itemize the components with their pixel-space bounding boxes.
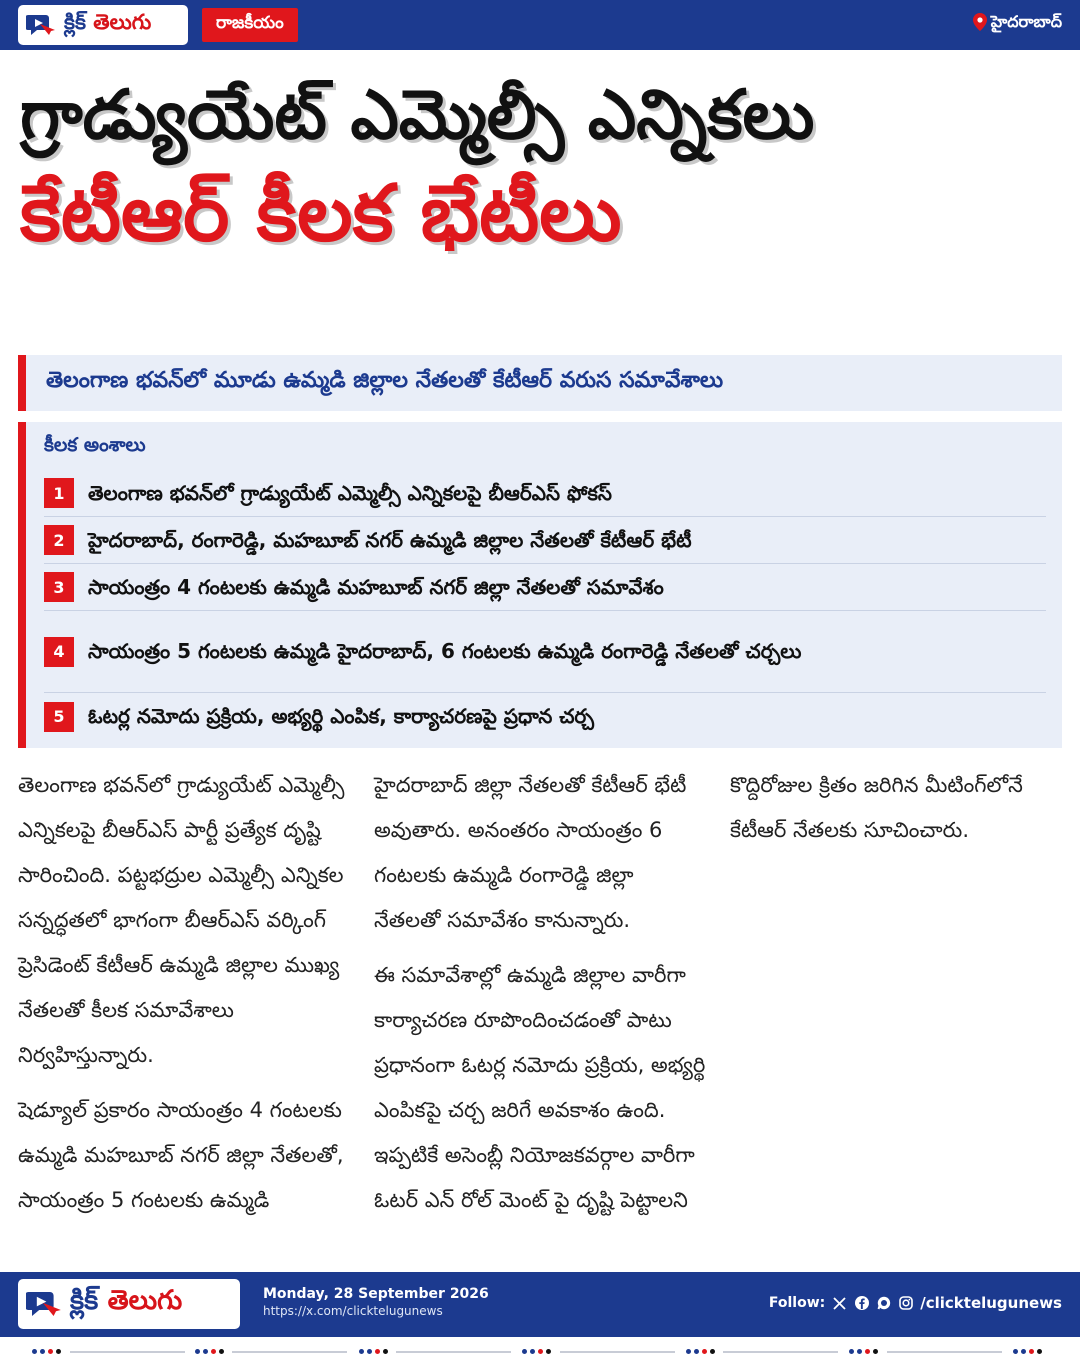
- key-point-item: [44, 693, 1046, 740]
- chat-bubble-logo-icon: [26, 1288, 62, 1320]
- key-point-number: 1: [44, 478, 74, 508]
- chat-bubble-logo-icon: [26, 12, 56, 38]
- key-point-text: తెలంగాణ భవన్‌లో గ్రాడ్యుయేట్ ఎమ్మెల్సీ ఎన్నికలపై బీఆర్ఎస్ ఫోకస్: [88, 480, 612, 505]
- key-point-text: సాయంత్రం 4 గంటలకు ఉమ్మడి మహబూబ్ నగర్ జిల్లా నేతలతో సమావేశం: [88, 574, 664, 599]
- article-body: [18, 763, 1062, 1233]
- headline: [20, 72, 1065, 266]
- publish-date: Monday, 28 September 2026: [263, 1286, 489, 1302]
- top-bar: [0, 0, 1080, 50]
- key-point-item: [44, 517, 1046, 564]
- source-url[interactable]: https://x.com/clicktelugunews: [263, 1304, 443, 1318]
- dot-group: [1013, 1349, 1042, 1354]
- key-point-number: 5: [44, 702, 74, 732]
- key-point-text: ఓటర్ల నమోదు ప్రక్రియ, అభ్యర్థి ఎంపిక, కార్యాచరణపై ప్రధాన చర్చ: [88, 704, 594, 728]
- divider-line: [396, 1351, 511, 1353]
- key-point-item: [44, 470, 1046, 517]
- logo-text: క్లిక్ తెలుగు: [64, 10, 152, 34]
- dot-group: [359, 1349, 388, 1354]
- follow-label: Follow:: [768, 1295, 826, 1311]
- key-point-number: 2: [44, 525, 74, 555]
- location: [973, 12, 1062, 35]
- key-point-item: [44, 564, 1046, 611]
- divider-line: [887, 1351, 1002, 1353]
- dot-group: [32, 1349, 61, 1354]
- dot-group: [686, 1349, 715, 1354]
- subheadline-banner: [18, 355, 1062, 411]
- x-icon[interactable]: [832, 1296, 847, 1311]
- decorative-dots-row: [0, 1345, 1080, 1359]
- key-point-item: [44, 611, 1046, 693]
- article-paragraph: తెలంగాణ భవన్‌లో గ్రాడ్యుయేట్ ఎమ్మెల్సీ ఎన్నికలపై బీఆర్ఎస్ పార్టీ ప్రత్యేక దృష్టి సారించింది. పట్టభద్రుల ఎమ్మెల్సీ ఎన్నికల సన్నద్ధతలో భాగంగా బీఆర్ఎస్ వర్కింగ్ ప్రెసిడెంట్ కేటీఆర్ ఉమ్మడి జిల్లాల ముఖ్య నేతలతో కీలక సమావేశాలు నిర్వహిస్తున్నారు.: [18, 773, 345, 1067]
- key-point-text: సాయంత్రం 5 గంటలకు ఉమ్మడి హైదరాబాద్, 6 గంటలకు ఉమ్మడి రంగారెడ్డి నేతలతో చర్చలు: [88, 639, 802, 663]
- divider-line: [560, 1351, 675, 1353]
- dot-group: [522, 1349, 551, 1354]
- brand-logo[interactable]: [18, 5, 188, 45]
- article-paragraph: ఈ సమావేశాల్లో ఉమ్మడి జిల్లాల వారీగా కార్యాచరణ రూపొందించడంతో పాటు ప్రధానంగా ఓటర్ల నమోదు ప్రక్రియ, అభ్యర్థి ఎంపికపై చర్చ జరిగే అవకాశం ఉంది. ఇప్పటికే అసెంబ్లీ నియోజకవర్గాల వారీగా ఓటర్ ఎన్ రోల్ మెంట్ పై దృష్టి పెట్టాలని కొద్దిరోజుల క్రితం జరిగిన మీటింగ్‌లోనే కేటీఆర్ నేతలకు సూచించారు.: [374, 773, 1023, 1212]
- footer-brand-logo[interactable]: [18, 1279, 240, 1329]
- category-badge[interactable]: రాజకీయం: [202, 8, 298, 42]
- location-text: హైదరాబాద్: [990, 12, 1062, 31]
- date-block: [263, 1286, 489, 1318]
- key-point-number: 4: [44, 637, 74, 667]
- divider-line: [232, 1351, 347, 1353]
- social-handle[interactable]: /clicktelugunews: [920, 1294, 1062, 1312]
- key-points-panel: [18, 422, 1062, 748]
- dot-group: [195, 1349, 224, 1354]
- divider-line: [723, 1351, 838, 1353]
- divider-line: [70, 1351, 185, 1353]
- article-paragraph: షెడ్యూల్ ప్రకారం సాయంత్రం 4 గంటలకు ఉమ్మడి మహబూబ్ నగర్ జిల్లా నేతలతో, సాయంత్రం 5 గంటలకు ఉమ్మడి హైదరాబాద్ జిల్లా నేతలతో కేటీఆర్ భేటీ అవుతారు. అనంతరం సాయంత్రం 6 గంటలకు ఉమ్మడి రంగారెడ్డి జిల్లా నేతలతో సమావేశం కానున్నారు.: [18, 773, 687, 1212]
- headline-line-1: గ్రాడ్యుయేట్ ఎమ్మెల్సీ ఎన్నికలు: [20, 76, 815, 155]
- whatsapp-icon[interactable]: [876, 1296, 891, 1311]
- headline-line-2: కేటీఆర్ కీలక భేటీలు: [20, 169, 622, 260]
- logo-text: క్లిక్ తెలుగు: [70, 1285, 183, 1316]
- key-point-text: హైదరాబాద్, రంగారెడ్డి, మహబూబ్ నగర్ ఉమ్మడి జిల్లాల నేతలతో కేటీఆర్ భేటీ: [88, 527, 692, 552]
- instagram-icon[interactable]: [898, 1296, 913, 1311]
- footer-bar: [0, 1272, 1080, 1337]
- social-follow: [769, 1294, 1062, 1312]
- subheadline-text: తెలంగాణ భవన్‌లో మూడు ఉమ్మడి జిల్లాల నేతలతో కేటీఆర్ వరుస సమావేశాలు: [46, 368, 724, 393]
- location-pin-icon: [973, 13, 987, 35]
- key-points-title: కీలక అంశాలు: [44, 433, 146, 456]
- key-point-number: 3: [44, 572, 74, 602]
- facebook-icon[interactable]: [854, 1296, 869, 1311]
- dot-group: [849, 1349, 878, 1354]
